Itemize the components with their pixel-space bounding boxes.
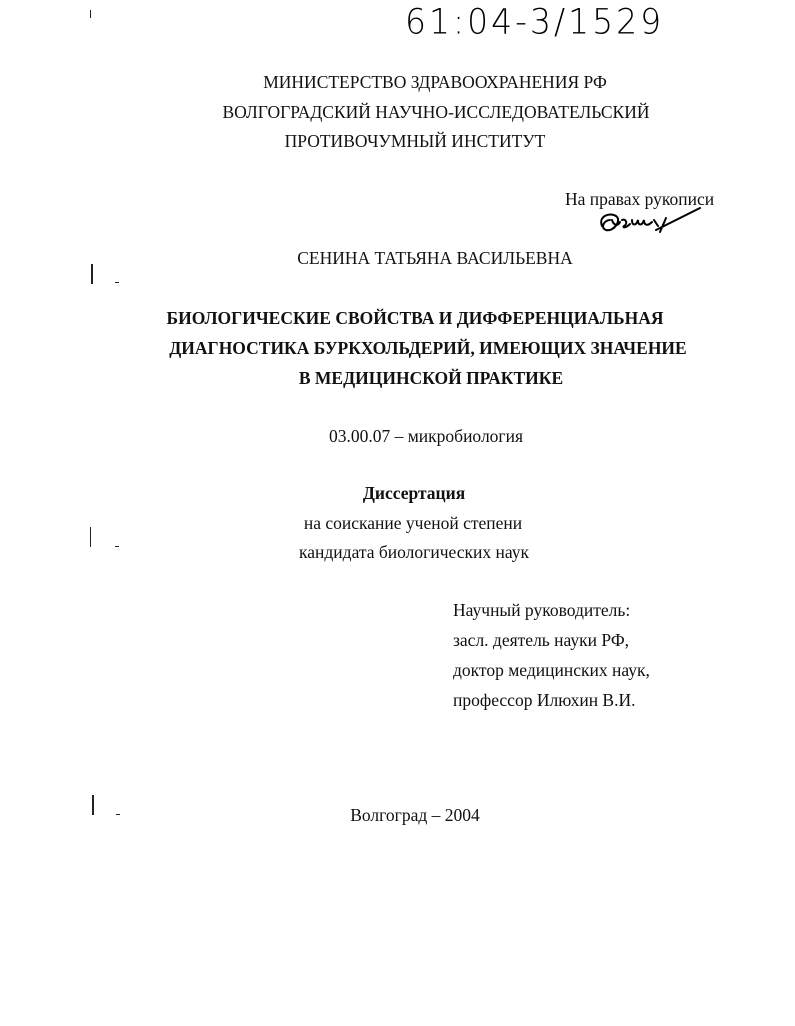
document-type: Диссертация [362, 483, 466, 503]
dissertation-title-line3: В МЕДИЦИНСКОЙ ПРАКТИКЕ [298, 368, 564, 388]
scan-mark [90, 10, 91, 18]
institute-name-line2: ПРОТИВОЧУМНЫЙ ИНСТИТУТ [284, 131, 546, 151]
scan-mark [91, 264, 93, 284]
supervisor-name: профессор Илюхин В.И. [453, 690, 636, 710]
manuscript-rights-note: На правах рукописи [565, 189, 715, 209]
scan-mark [115, 546, 119, 547]
supervisor-degree: доктор медицинских наук, [453, 660, 650, 680]
specialty-code: 03.00.07 – микробиология [328, 426, 524, 446]
dissertation-title-line2: ДИАГНОСТИКА БУРКХОЛЬДЕРИЙ, ИМЕЮЩИХ ЗНАЧЕНИЕ [169, 338, 687, 358]
author-name: СЕНИНА ТАТЬЯНА ВАСИЛЬЕВНА [297, 248, 573, 268]
degree-line2: кандидата биологических наук [299, 542, 529, 562]
scan-mark [115, 282, 119, 283]
scan-mark [92, 795, 94, 815]
dissertation-title-line1: БИОЛОГИЧЕСКИЕ СВОЙСТВА И ДИФФЕРЕНЦИАЛЬНАЯ [166, 308, 664, 328]
scan-mark [116, 814, 120, 815]
signature [596, 206, 706, 240]
institute-name-line1: ВОЛГОГРАДСКИЙ НАУЧНО-ИССЛЕДОВАТЕЛЬСКИЙ [222, 102, 650, 122]
supervisor-label: Научный руководитель: [453, 600, 631, 620]
supervisor-title: засл. деятель науки РФ, [453, 630, 630, 650]
handwritten-archive-number: 61:04-3/1529 [405, 1, 665, 42]
city-year: Волгоград – 2004 [350, 805, 480, 825]
scan-mark [90, 527, 91, 547]
ministry-name: МИНИСТЕРСТВО ЗДРАВООХРАНЕНИЯ РФ [263, 72, 607, 92]
degree-line1: на соискание ученой степени [303, 513, 523, 533]
